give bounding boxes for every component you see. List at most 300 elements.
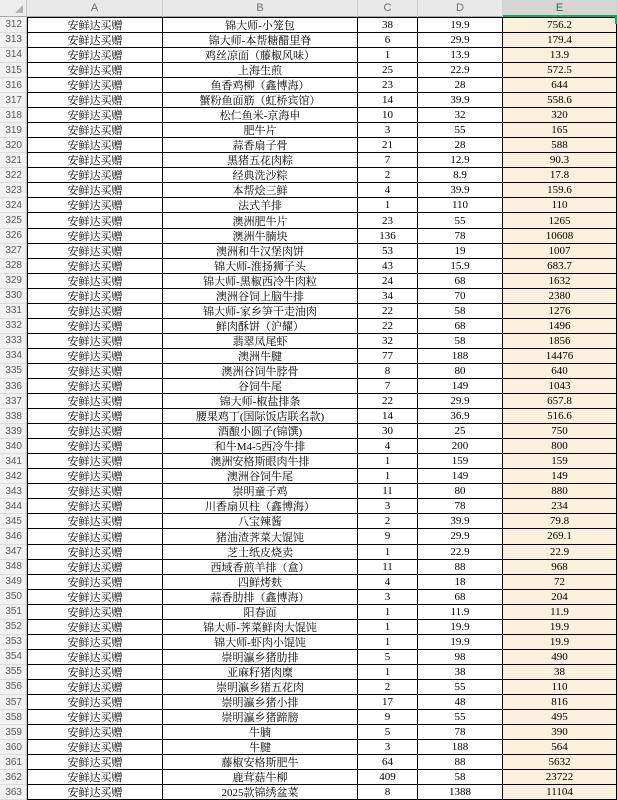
- cell-price[interactable]: 11.9: [418, 605, 503, 620]
- cell-price[interactable]: 88: [418, 560, 503, 575]
- cell-product[interactable]: 崇明瀛乡猪五花肉: [163, 680, 358, 695]
- cell-amount[interactable]: 159.6: [503, 183, 617, 198]
- row-number[interactable]: 326: [0, 229, 27, 244]
- cell-promo[interactable]: 安鲜达买赠: [27, 755, 163, 770]
- cell-price[interactable]: 78: [418, 725, 503, 740]
- cell-amount[interactable]: 14476: [503, 349, 617, 364]
- row-number[interactable]: 318: [0, 108, 27, 123]
- cell-amount[interactable]: 1856: [503, 334, 617, 349]
- cell-product[interactable]: 蟹粉鱼面筋（虹桥宾馆）: [163, 93, 358, 108]
- cell-promo[interactable]: 安鲜达买赠: [27, 439, 163, 454]
- row-number[interactable]: 313: [0, 33, 27, 48]
- cell-amount[interactable]: 10608: [503, 229, 617, 244]
- cell-qty[interactable]: 22: [358, 319, 418, 334]
- cell-price[interactable]: 55: [418, 123, 503, 138]
- cell-qty[interactable]: 21: [358, 138, 418, 153]
- row-number[interactable]: 356: [0, 680, 27, 695]
- row-number[interactable]: 358: [0, 710, 27, 725]
- cell-amount[interactable]: 204: [503, 590, 617, 605]
- cell-price[interactable]: 19: [418, 244, 503, 259]
- cell-product[interactable]: 蒜香肋排（鑫博海）: [163, 590, 358, 605]
- cell-qty[interactable]: 34: [358, 289, 418, 304]
- cell-promo[interactable]: 安鲜达买赠: [27, 695, 163, 710]
- cell-amount[interactable]: 13.9: [503, 48, 617, 63]
- cell-product[interactable]: 鲜肉酥饼（沪耀）: [163, 319, 358, 334]
- cell-qty[interactable]: 3: [358, 499, 418, 514]
- cell-promo[interactable]: 安鲜达买赠: [27, 334, 163, 349]
- cell-qty[interactable]: 30: [358, 424, 418, 439]
- cell-price[interactable]: 188: [418, 349, 503, 364]
- cell-price[interactable]: 38: [418, 665, 503, 680]
- cell-promo[interactable]: 安鲜达买赠: [27, 620, 163, 635]
- cell-promo[interactable]: 安鲜达买赠: [27, 409, 163, 424]
- cell-amount[interactable]: 17.8: [503, 168, 617, 183]
- cell-product[interactable]: 藤椒安格斯肥牛: [163, 755, 358, 770]
- cell-promo[interactable]: 安鲜达买赠: [27, 183, 163, 198]
- cell-price[interactable]: 70: [418, 289, 503, 304]
- cell-qty[interactable]: 9: [358, 710, 418, 725]
- cell-promo[interactable]: 安鲜达买赠: [27, 108, 163, 123]
- cell-product[interactable]: 锦大师-椒盐排条: [163, 394, 358, 409]
- row-number[interactable]: 342: [0, 469, 27, 484]
- cell-qty[interactable]: 136: [358, 229, 418, 244]
- cell-amount[interactable]: 110: [503, 680, 617, 695]
- cell-price[interactable]: 200: [418, 439, 503, 454]
- cell-product[interactable]: 2025款锦绣盆菜: [163, 785, 358, 800]
- cell-product[interactable]: 芝士纸皮烧卖: [163, 545, 358, 560]
- cell-product[interactable]: 阳春面: [163, 605, 358, 620]
- cell-promo[interactable]: 安鲜达买赠: [27, 635, 163, 650]
- cell-product[interactable]: 牛腱: [163, 740, 358, 755]
- row-number[interactable]: 352: [0, 620, 27, 635]
- cell-promo[interactable]: 安鲜达买赠: [27, 48, 163, 63]
- cell-amount[interactable]: 516.6: [503, 409, 617, 424]
- cell-promo[interactable]: 安鲜达买赠: [27, 123, 163, 138]
- cell-qty[interactable]: 5: [358, 650, 418, 665]
- cell-product[interactable]: 猪油渣荠菜大馄饨: [163, 529, 358, 544]
- cell-promo[interactable]: 安鲜达买赠: [27, 364, 163, 379]
- cell-promo[interactable]: 安鲜达买赠: [27, 454, 163, 469]
- cell-amount[interactable]: 644: [503, 78, 617, 93]
- cell-promo[interactable]: 安鲜达买赠: [27, 304, 163, 319]
- cell-amount[interactable]: 558.6: [503, 93, 617, 108]
- row-number[interactable]: 354: [0, 650, 27, 665]
- cell-amount[interactable]: 38: [503, 665, 617, 680]
- cell-qty[interactable]: 8: [358, 364, 418, 379]
- cell-promo[interactable]: 安鲜达买赠: [27, 680, 163, 695]
- row-number[interactable]: 362: [0, 770, 27, 785]
- cell-product[interactable]: 澳洲谷饲牛脖骨: [163, 364, 358, 379]
- cell-promo[interactable]: 安鲜达买赠: [27, 213, 163, 228]
- row-number[interactable]: 344: [0, 499, 27, 514]
- cell-promo[interactable]: 安鲜达买赠: [27, 289, 163, 304]
- cell-price[interactable]: 68: [418, 274, 503, 289]
- cell-qty[interactable]: 38: [358, 17, 418, 33]
- cell-price[interactable]: 78: [418, 499, 503, 514]
- cell-qty[interactable]: 1: [358, 198, 418, 213]
- cell-qty[interactable]: 4: [358, 439, 418, 454]
- cell-product[interactable]: 澳洲肥牛片: [163, 213, 358, 228]
- row-number[interactable]: 345: [0, 514, 27, 529]
- cell-amount[interactable]: 269.1: [503, 529, 617, 544]
- row-number[interactable]: 338: [0, 409, 27, 424]
- cell-promo[interactable]: 安鲜达买赠: [27, 17, 163, 33]
- cell-qty[interactable]: 4: [358, 575, 418, 590]
- row-number[interactable]: 335: [0, 364, 27, 379]
- cell-promo[interactable]: 安鲜达买赠: [27, 770, 163, 785]
- row-number[interactable]: 359: [0, 725, 27, 740]
- cell-qty[interactable]: 22: [358, 304, 418, 319]
- cell-promo[interactable]: 安鲜达买赠: [27, 575, 163, 590]
- cell-price[interactable]: 188: [418, 740, 503, 755]
- cell-price[interactable]: 55: [418, 213, 503, 228]
- cell-amount[interactable]: 490: [503, 650, 617, 665]
- cell-product[interactable]: 锦大师-本帮糖醋里脊: [163, 33, 358, 48]
- cell-promo[interactable]: 安鲜达买赠: [27, 560, 163, 575]
- cell-price[interactable]: 29.9: [418, 33, 503, 48]
- cell-qty[interactable]: 1: [358, 605, 418, 620]
- cell-product[interactable]: 澳洲谷饲上脑牛排: [163, 289, 358, 304]
- cell-qty[interactable]: 3: [358, 123, 418, 138]
- cell-product[interactable]: 本帮烩三鲜: [163, 183, 358, 198]
- cell-product[interactable]: 蒜香扇子骨: [163, 138, 358, 153]
- cell-amount[interactable]: 564: [503, 740, 617, 755]
- cell-product[interactable]: 牛腩: [163, 725, 358, 740]
- cell-amount[interactable]: 588: [503, 138, 617, 153]
- row-number[interactable]: 322: [0, 168, 27, 183]
- cell-promo[interactable]: 安鲜达买赠: [27, 138, 163, 153]
- cell-amount[interactable]: 1276: [503, 304, 617, 319]
- cell-promo[interactable]: 安鲜达买赠: [27, 785, 163, 800]
- cell-promo[interactable]: 安鲜达买赠: [27, 153, 163, 168]
- column-header-d[interactable]: D: [418, 0, 503, 17]
- row-number[interactable]: 361: [0, 755, 27, 770]
- column-header-a[interactable]: A: [27, 0, 163, 17]
- row-number[interactable]: 336: [0, 379, 27, 394]
- cell-price[interactable]: 58: [418, 304, 503, 319]
- cell-price[interactable]: 25: [418, 424, 503, 439]
- cell-price[interactable]: 19.9: [418, 635, 503, 650]
- cell-amount[interactable]: 657.8: [503, 394, 617, 409]
- cell-promo[interactable]: 安鲜达买赠: [27, 319, 163, 334]
- cell-price[interactable]: 88: [418, 755, 503, 770]
- cell-promo[interactable]: 安鲜达买赠: [27, 394, 163, 409]
- row-number[interactable]: 360: [0, 740, 27, 755]
- row-number[interactable]: 328: [0, 259, 27, 274]
- cell-promo[interactable]: 安鲜达买赠: [27, 665, 163, 680]
- row-number[interactable]: 320: [0, 138, 27, 153]
- cell-amount[interactable]: 880: [503, 484, 617, 499]
- cell-product[interactable]: 谷饲牛尾: [163, 379, 358, 394]
- row-number[interactable]: 312: [0, 17, 27, 33]
- cell-price[interactable]: 32: [418, 108, 503, 123]
- cell-qty[interactable]: 1: [358, 635, 418, 650]
- row-number[interactable]: 346: [0, 529, 27, 544]
- cell-promo[interactable]: 安鲜达买赠: [27, 725, 163, 740]
- cell-qty[interactable]: 53: [358, 244, 418, 259]
- cell-qty[interactable]: 2: [358, 680, 418, 695]
- row-number[interactable]: 333: [0, 334, 27, 349]
- cell-promo[interactable]: 安鲜达买赠: [27, 545, 163, 560]
- cell-product[interactable]: 四鲜烤麸: [163, 575, 358, 590]
- row-number[interactable]: 330: [0, 289, 27, 304]
- row-number[interactable]: 341: [0, 454, 27, 469]
- cell-qty[interactable]: 2: [358, 514, 418, 529]
- cell-promo[interactable]: 安鲜达买赠: [27, 229, 163, 244]
- cell-qty[interactable]: 1: [358, 620, 418, 635]
- row-number[interactable]: 327: [0, 244, 27, 259]
- cell-amount[interactable]: 1496: [503, 319, 617, 334]
- row-number[interactable]: 337: [0, 394, 27, 409]
- cell-product[interactable]: 八宝辣酱: [163, 514, 358, 529]
- row-number[interactable]: 353: [0, 635, 27, 650]
- cell-price[interactable]: 55: [418, 680, 503, 695]
- cell-product[interactable]: 澳洲谷饲牛尾: [163, 469, 358, 484]
- cell-product[interactable]: 澳洲牛腱: [163, 349, 358, 364]
- cell-price[interactable]: 110: [418, 198, 503, 213]
- row-number[interactable]: 321: [0, 153, 27, 168]
- cell-price[interactable]: 29.9: [418, 394, 503, 409]
- cell-price[interactable]: 18: [418, 575, 503, 590]
- cell-amount[interactable]: 1007: [503, 244, 617, 259]
- cell-amount[interactable]: 179.4: [503, 33, 617, 48]
- row-number[interactable]: 339: [0, 424, 27, 439]
- cell-qty[interactable]: 11: [358, 484, 418, 499]
- cell-qty[interactable]: 6: [358, 33, 418, 48]
- row-number[interactable]: 316: [0, 78, 27, 93]
- cell-product[interactable]: 澳洲牛腩块: [163, 229, 358, 244]
- cell-price[interactable]: 48: [418, 695, 503, 710]
- cell-amount[interactable]: 390: [503, 725, 617, 740]
- cell-price[interactable]: 39.9: [418, 183, 503, 198]
- cell-qty[interactable]: 7: [358, 379, 418, 394]
- cell-promo[interactable]: 安鲜达买赠: [27, 259, 163, 274]
- cell-amount[interactable]: 234: [503, 499, 617, 514]
- row-number[interactable]: 331: [0, 304, 27, 319]
- cell-promo[interactable]: 安鲜达买赠: [27, 650, 163, 665]
- cell-product[interactable]: 锦大师-荠菜鲜肉大馄饨: [163, 620, 358, 635]
- cell-amount[interactable]: 11.9: [503, 605, 617, 620]
- cell-qty[interactable]: 24: [358, 274, 418, 289]
- cell-qty[interactable]: 11: [358, 560, 418, 575]
- cell-promo[interactable]: 安鲜达买赠: [27, 605, 163, 620]
- cell-amount[interactable]: 22.9: [503, 545, 617, 560]
- cell-price[interactable]: 78: [418, 229, 503, 244]
- cell-promo[interactable]: 安鲜达买赠: [27, 469, 163, 484]
- cell-qty[interactable]: 22: [358, 394, 418, 409]
- row-number[interactable]: 314: [0, 48, 27, 63]
- cell-product[interactable]: 川香扇贝柱（鑫博海）: [163, 499, 358, 514]
- cell-price[interactable]: 36.9: [418, 409, 503, 424]
- cell-qty[interactable]: 32: [358, 334, 418, 349]
- cell-amount[interactable]: 1043: [503, 379, 617, 394]
- cell-promo[interactable]: 安鲜达买赠: [27, 198, 163, 213]
- cell-qty[interactable]: 23: [358, 213, 418, 228]
- cell-price[interactable]: 28: [418, 78, 503, 93]
- cell-product[interactable]: 西域香煎羊排（盒）: [163, 560, 358, 575]
- cell-price[interactable]: 68: [418, 590, 503, 605]
- cell-amount[interactable]: 110: [503, 198, 617, 213]
- cell-product[interactable]: 松仁鱼米-京海申: [163, 108, 358, 123]
- cell-price[interactable]: 80: [418, 364, 503, 379]
- cell-price[interactable]: 13.9: [418, 48, 503, 63]
- cell-qty[interactable]: 7: [358, 153, 418, 168]
- row-number[interactable]: 332: [0, 319, 27, 334]
- cell-promo[interactable]: 安鲜达买赠: [27, 710, 163, 725]
- cell-product[interactable]: 崇明瀛乡猪肋排: [163, 650, 358, 665]
- cell-promo[interactable]: 安鲜达买赠: [27, 590, 163, 605]
- row-number[interactable]: 329: [0, 274, 27, 289]
- cell-product[interactable]: 法式羊排: [163, 198, 358, 213]
- cell-qty[interactable]: 4: [358, 183, 418, 198]
- cell-promo[interactable]: 安鲜达买赠: [27, 484, 163, 499]
- cell-product[interactable]: 亚麻籽猪肉糜: [163, 665, 358, 680]
- cell-promo[interactable]: 安鲜达买赠: [27, 168, 163, 183]
- row-number[interactable]: 357: [0, 695, 27, 710]
- select-all-corner[interactable]: [0, 0, 27, 17]
- row-number[interactable]: 363: [0, 785, 27, 800]
- cell-product[interactable]: 澳洲和牛汉堡肉饼: [163, 244, 358, 259]
- cell-qty[interactable]: 25: [358, 63, 418, 78]
- cell-product[interactable]: 黑猪五花肉粽: [163, 153, 358, 168]
- cell-promo[interactable]: 安鲜达买赠: [27, 529, 163, 544]
- cell-price[interactable]: 39.9: [418, 93, 503, 108]
- cell-amount[interactable]: 968: [503, 560, 617, 575]
- cell-product[interactable]: 和牛M4-5西冷牛排: [163, 439, 358, 454]
- cell-qty[interactable]: 1: [358, 48, 418, 63]
- cell-product[interactable]: 鸡丝凉面（藤椒风味）: [163, 48, 358, 63]
- cell-qty[interactable]: 23: [358, 78, 418, 93]
- cell-amount[interactable]: 19.9: [503, 635, 617, 650]
- row-number[interactable]: 355: [0, 665, 27, 680]
- cell-product[interactable]: 锦大师-虾肉小馄饨: [163, 635, 358, 650]
- cell-amount[interactable]: 159: [503, 454, 617, 469]
- cell-promo[interactable]: 安鲜达买赠: [27, 514, 163, 529]
- cell-price[interactable]: 149: [418, 469, 503, 484]
- cell-price[interactable]: 80: [418, 484, 503, 499]
- cell-qty[interactable]: 1: [358, 454, 418, 469]
- cell-qty[interactable]: 43: [358, 259, 418, 274]
- cell-amount[interactable]: 5632: [503, 755, 617, 770]
- cell-qty[interactable]: 3: [358, 740, 418, 755]
- cell-amount[interactable]: 750: [503, 424, 617, 439]
- cell-price[interactable]: 58: [418, 334, 503, 349]
- cell-qty[interactable]: 1: [358, 469, 418, 484]
- cell-product[interactable]: 鹿茸菇牛柳: [163, 770, 358, 785]
- cell-qty[interactable]: 17: [358, 695, 418, 710]
- row-number[interactable]: 323: [0, 183, 27, 198]
- cell-product[interactable]: 鱼香鸡柳（鑫博海）: [163, 78, 358, 93]
- cell-product[interactable]: 崇明瀛乡猪小排: [163, 695, 358, 710]
- row-number[interactable]: 343: [0, 484, 27, 499]
- row-number[interactable]: 349: [0, 575, 27, 590]
- cell-qty[interactable]: 77: [358, 349, 418, 364]
- cell-price[interactable]: 68: [418, 319, 503, 334]
- cell-qty[interactable]: 1: [358, 545, 418, 560]
- cell-promo[interactable]: 安鲜达买赠: [27, 33, 163, 48]
- cell-product[interactable]: 锦大师-小笼包: [163, 17, 358, 33]
- row-number[interactable]: 340: [0, 439, 27, 454]
- cell-amount[interactable]: 1632: [503, 274, 617, 289]
- row-number[interactable]: 347: [0, 545, 27, 560]
- cell-price[interactable]: 12.9: [418, 153, 503, 168]
- cell-promo[interactable]: 安鲜达买赠: [27, 379, 163, 394]
- cell-qty[interactable]: 409: [358, 770, 418, 785]
- row-number[interactable]: 334: [0, 349, 27, 364]
- cell-qty[interactable]: 2: [358, 168, 418, 183]
- cell-product[interactable]: 崇明童子鸡: [163, 484, 358, 499]
- cell-price[interactable]: 39.9: [418, 514, 503, 529]
- cell-price[interactable]: 159: [418, 454, 503, 469]
- cell-amount[interactable]: 149: [503, 469, 617, 484]
- cell-product[interactable]: 酒酿小圆子(锦馔): [163, 424, 358, 439]
- cell-qty[interactable]: 10: [358, 108, 418, 123]
- column-header-b[interactable]: B: [163, 0, 358, 17]
- cell-product[interactable]: 锦大师-淮扬狮子头: [163, 259, 358, 274]
- row-number[interactable]: 325: [0, 213, 27, 228]
- cell-price[interactable]: 149: [418, 379, 503, 394]
- row-number[interactable]: 350: [0, 590, 27, 605]
- cell-amount[interactable]: 640: [503, 364, 617, 379]
- cell-amount[interactable]: 11104: [503, 785, 617, 800]
- cell-amount[interactable]: 79.8: [503, 514, 617, 529]
- cell-product[interactable]: 翡翠凤尾虾: [163, 334, 358, 349]
- row-number[interactable]: 351: [0, 605, 27, 620]
- cell-product[interactable]: 崇明瀛乡猪蹄膀: [163, 710, 358, 725]
- cell-price[interactable]: 8.9: [418, 168, 503, 183]
- cell-amount[interactable]: 495: [503, 710, 617, 725]
- cell-amount[interactable]: 90.3: [503, 153, 617, 168]
- cell-price[interactable]: 98: [418, 650, 503, 665]
- cell-promo[interactable]: 安鲜达买赠: [27, 740, 163, 755]
- cell-qty[interactable]: 14: [358, 409, 418, 424]
- cell-amount[interactable]: 800: [503, 439, 617, 454]
- cell-promo[interactable]: 安鲜达买赠: [27, 349, 163, 364]
- cell-amount[interactable]: 816: [503, 695, 617, 710]
- column-header-c[interactable]: C: [358, 0, 418, 17]
- row-number[interactable]: 319: [0, 123, 27, 138]
- cell-product[interactable]: 经典洗沙粽: [163, 168, 358, 183]
- cell-product[interactable]: 腰果鸡丁(国际饭店联名款): [163, 409, 358, 424]
- cell-price[interactable]: 19.9: [418, 620, 503, 635]
- cell-promo[interactable]: 安鲜达买赠: [27, 424, 163, 439]
- cell-promo[interactable]: 安鲜达买赠: [27, 78, 163, 93]
- cell-price[interactable]: 15.9: [418, 259, 503, 274]
- cell-qty[interactable]: 8: [358, 785, 418, 800]
- cell-amount[interactable]: 19.9: [503, 620, 617, 635]
- cell-qty[interactable]: 14: [358, 93, 418, 108]
- cell-qty[interactable]: 3: [358, 590, 418, 605]
- cell-amount[interactable]: 756.2: [503, 17, 617, 33]
- row-number[interactable]: 324: [0, 198, 27, 213]
- cell-amount[interactable]: 72: [503, 575, 617, 590]
- cell-amount[interactable]: 2380: [503, 289, 617, 304]
- cell-promo[interactable]: 安鲜达买赠: [27, 244, 163, 259]
- cell-price[interactable]: 22.9: [418, 63, 503, 78]
- cell-amount[interactable]: 23722: [503, 770, 617, 785]
- cell-amount[interactable]: 572.5: [503, 63, 617, 78]
- cell-promo[interactable]: 安鲜达买赠: [27, 63, 163, 78]
- cell-qty[interactable]: 5: [358, 725, 418, 740]
- cell-amount[interactable]: 683.7: [503, 259, 617, 274]
- row-number[interactable]: 348: [0, 560, 27, 575]
- cell-price[interactable]: 22.9: [418, 545, 503, 560]
- cell-promo[interactable]: 安鲜达买赠: [27, 274, 163, 289]
- cell-product[interactable]: 上海生煎: [163, 63, 358, 78]
- column-header-e-selected[interactable]: E: [503, 0, 617, 17]
- cell-price[interactable]: 55: [418, 710, 503, 725]
- cell-qty[interactable]: 64: [358, 755, 418, 770]
